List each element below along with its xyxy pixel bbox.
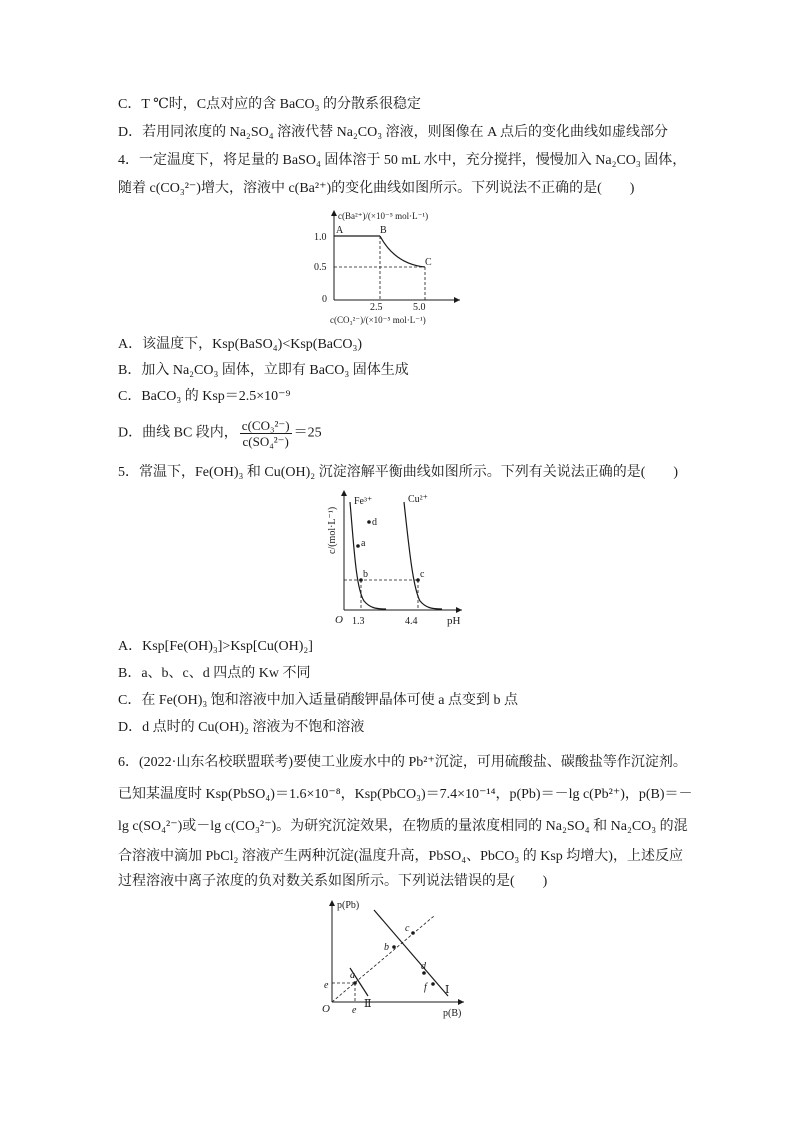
fig3-xtick-e: e — [352, 1005, 357, 1016]
q4-stem-line2: 随着 c(CO₃²⁻)增大，溶液中 c(Ba²⁺)的变化曲线如图所示。下列说法不正确的是( ) — [118, 181, 635, 196]
fig3-ylabel: p(Pb) — [337, 900, 360, 911]
fig2-origin: O — [335, 614, 343, 626]
fig3-origin: O — [322, 1003, 330, 1015]
q4-option-c: C．BaCO₃ 的 Ksp＝2.5×10⁻⁹ — [118, 389, 291, 404]
q6-stem-line4: 合溶液中滴加 PbCl₂ 溶液产生两种沉淀(温度升高，PbSO₄、PbCO₃ 的 Ksp 均增大)，上述反应 — [118, 849, 683, 864]
fig3-ytick-e: e — [324, 980, 329, 991]
fig3-dot-b — [392, 945, 396, 949]
q4-option-d-prefix: D．曲线 BC 段内， — [118, 425, 238, 441]
fig2-label-cu: Cu²⁺ — [408, 494, 428, 505]
fig1-xtick-50: 5.0 — [413, 302, 426, 313]
fig3-dot-a — [353, 981, 357, 985]
fig2-xtick-44: 4.4 — [405, 616, 418, 627]
fig1-point-b: B — [380, 225, 387, 236]
fig3-point-d: d — [421, 961, 426, 972]
fig3-point-b: b — [384, 942, 389, 953]
q4-option-d-fraction — [240, 418, 292, 449]
q5-option-a: A．Ksp[Fe(OH)₃]>Ksp[Cu(OH)₂] — [118, 639, 313, 654]
q4-option-d — [118, 418, 322, 449]
fig1-point-c: C — [425, 257, 432, 268]
q6-stem-line3: lg c(SO₄²⁻)或－lg c(CO₃²⁻)。为研究沉淀效果，在物质的量浓度相同的 Na₂SO₄ 和 Na₂CO₃ 的混 — [118, 819, 688, 834]
fig2-curve-cu — [404, 502, 442, 609]
q5-stem: 5．常温下，Fe(OH)₃ 和 Cu(OH)₂ 沉淀溶解平衡曲线如图所示。下列有关说法正确的是( ) — [118, 465, 679, 480]
fig3-xlabel: p(B) — [443, 1008, 462, 1019]
fig2-ylabel: c/(mol·L⁻¹) — [327, 506, 338, 554]
fig3-point-a: a — [350, 970, 355, 981]
fig2-label-fe: Fe³⁺ — [354, 496, 373, 507]
q5-option-b: B．a、b、c、d 四点的 Kw 不同 — [118, 666, 311, 681]
figure-hydroxide — [320, 488, 470, 628]
q4-option-b: B．加入 Na₂CO₃ 固体，立即有 BaCO₃ 固体生成 — [118, 363, 409, 378]
fig2-xtick-13: 1.3 — [352, 616, 365, 627]
q4-option-d-numerator: c(CO₃²⁻) — [241, 418, 290, 433]
figure-ba-carbonate — [300, 206, 480, 328]
fig3-point-f: f — [424, 982, 427, 993]
fig3-point-c: c — [405, 923, 410, 934]
q5-option-c: C．在 Fe(OH)₃ 饱和溶液中加入适量硝酸钾晶体可使 a 点变到 b 点 — [118, 693, 518, 708]
q6-stem-line1: 6．(2022·山东名校联盟联考)要使工业废水中的 Pb²⁺沉淀，可用硫酸盐、碳酸盐等作沉淀剂。 — [118, 755, 687, 770]
fig3-line-i — [374, 910, 448, 996]
fig1-ytick-1: 1.0 — [314, 232, 327, 243]
fig2-point-c: c — [420, 569, 425, 580]
fig2-point-d: d — [372, 517, 377, 528]
fig2-point-a: a — [361, 538, 366, 549]
figure-lead-precipitation — [318, 896, 478, 1020]
q6-stem-line2: 已知某温度时 Ksp(PbSO₄)＝1.6×10⁻⁸，Ksp(PbCO₃)＝7.4×10⁻¹⁴，p(Pb)＝－lg c(Pb²⁺)，p(B)＝－ — [118, 787, 693, 802]
fig1-ytick-0: 0 — [322, 294, 327, 305]
fig2-curve-fe — [350, 502, 386, 609]
fig1-curve-bc — [380, 236, 425, 267]
fig2-dot-d — [367, 520, 371, 524]
fig1-ylabel: c(Ba²⁺)/(×10⁻⁵ mol·L⁻¹) — [338, 211, 429, 221]
q4-stem-line1: 4．一定温度下，将足量的 BaSO₄ 固体溶于 50 mL 水中，充分搅拌，慢慢加入 Na₂CO₃ 固体， — [118, 153, 687, 168]
fig2-xlabel: pH — [447, 615, 461, 627]
fig2-dot-a — [356, 544, 360, 548]
fig3-diagonal — [332, 916, 434, 1002]
fig1-xlabel: c(CO₃²⁻)/(×10⁻⁵ mol·L⁻¹) — [330, 315, 426, 325]
q4-option-d-denominator: c(SO₄²⁻) — [242, 434, 289, 449]
fig1-xtick-25: 2.5 — [370, 302, 383, 313]
q5-option-d: D．d 点时的 Cu(OH)₂ 溶液为不饱和溶液 — [118, 720, 365, 735]
fig3-label-ii: Ⅱ — [364, 998, 372, 1010]
q3-option-d: D．若用同浓度的 Na₂SO₄ 溶液代替 Na₂CO₃ 溶液，则图像在 A 点后的变化曲线如虚线部分 — [118, 125, 668, 140]
fig1-point-a: A — [336, 225, 344, 236]
q3-option-c: C．T ℃时，C点对应的含 BaCO₃ 的分散系很稳定 — [118, 97, 422, 112]
fig3-dot-f — [431, 982, 435, 986]
q6-stem-line5: 过程溶液中离子浓度的负对数关系如图所示。下列说法错误的是( ) — [118, 874, 548, 889]
fig2-point-b: b — [363, 569, 368, 580]
fig3-dot-c — [411, 931, 415, 935]
q4-option-d-suffix: ＝25 — [293, 425, 322, 441]
q4-option-a: A．该温度下，Ksp(BaSO₄)<Ksp(BaCO₃) — [118, 337, 362, 352]
fig1-ytick-05: 0.5 — [314, 262, 327, 273]
fig3-label-i: Ⅰ — [445, 984, 450, 996]
